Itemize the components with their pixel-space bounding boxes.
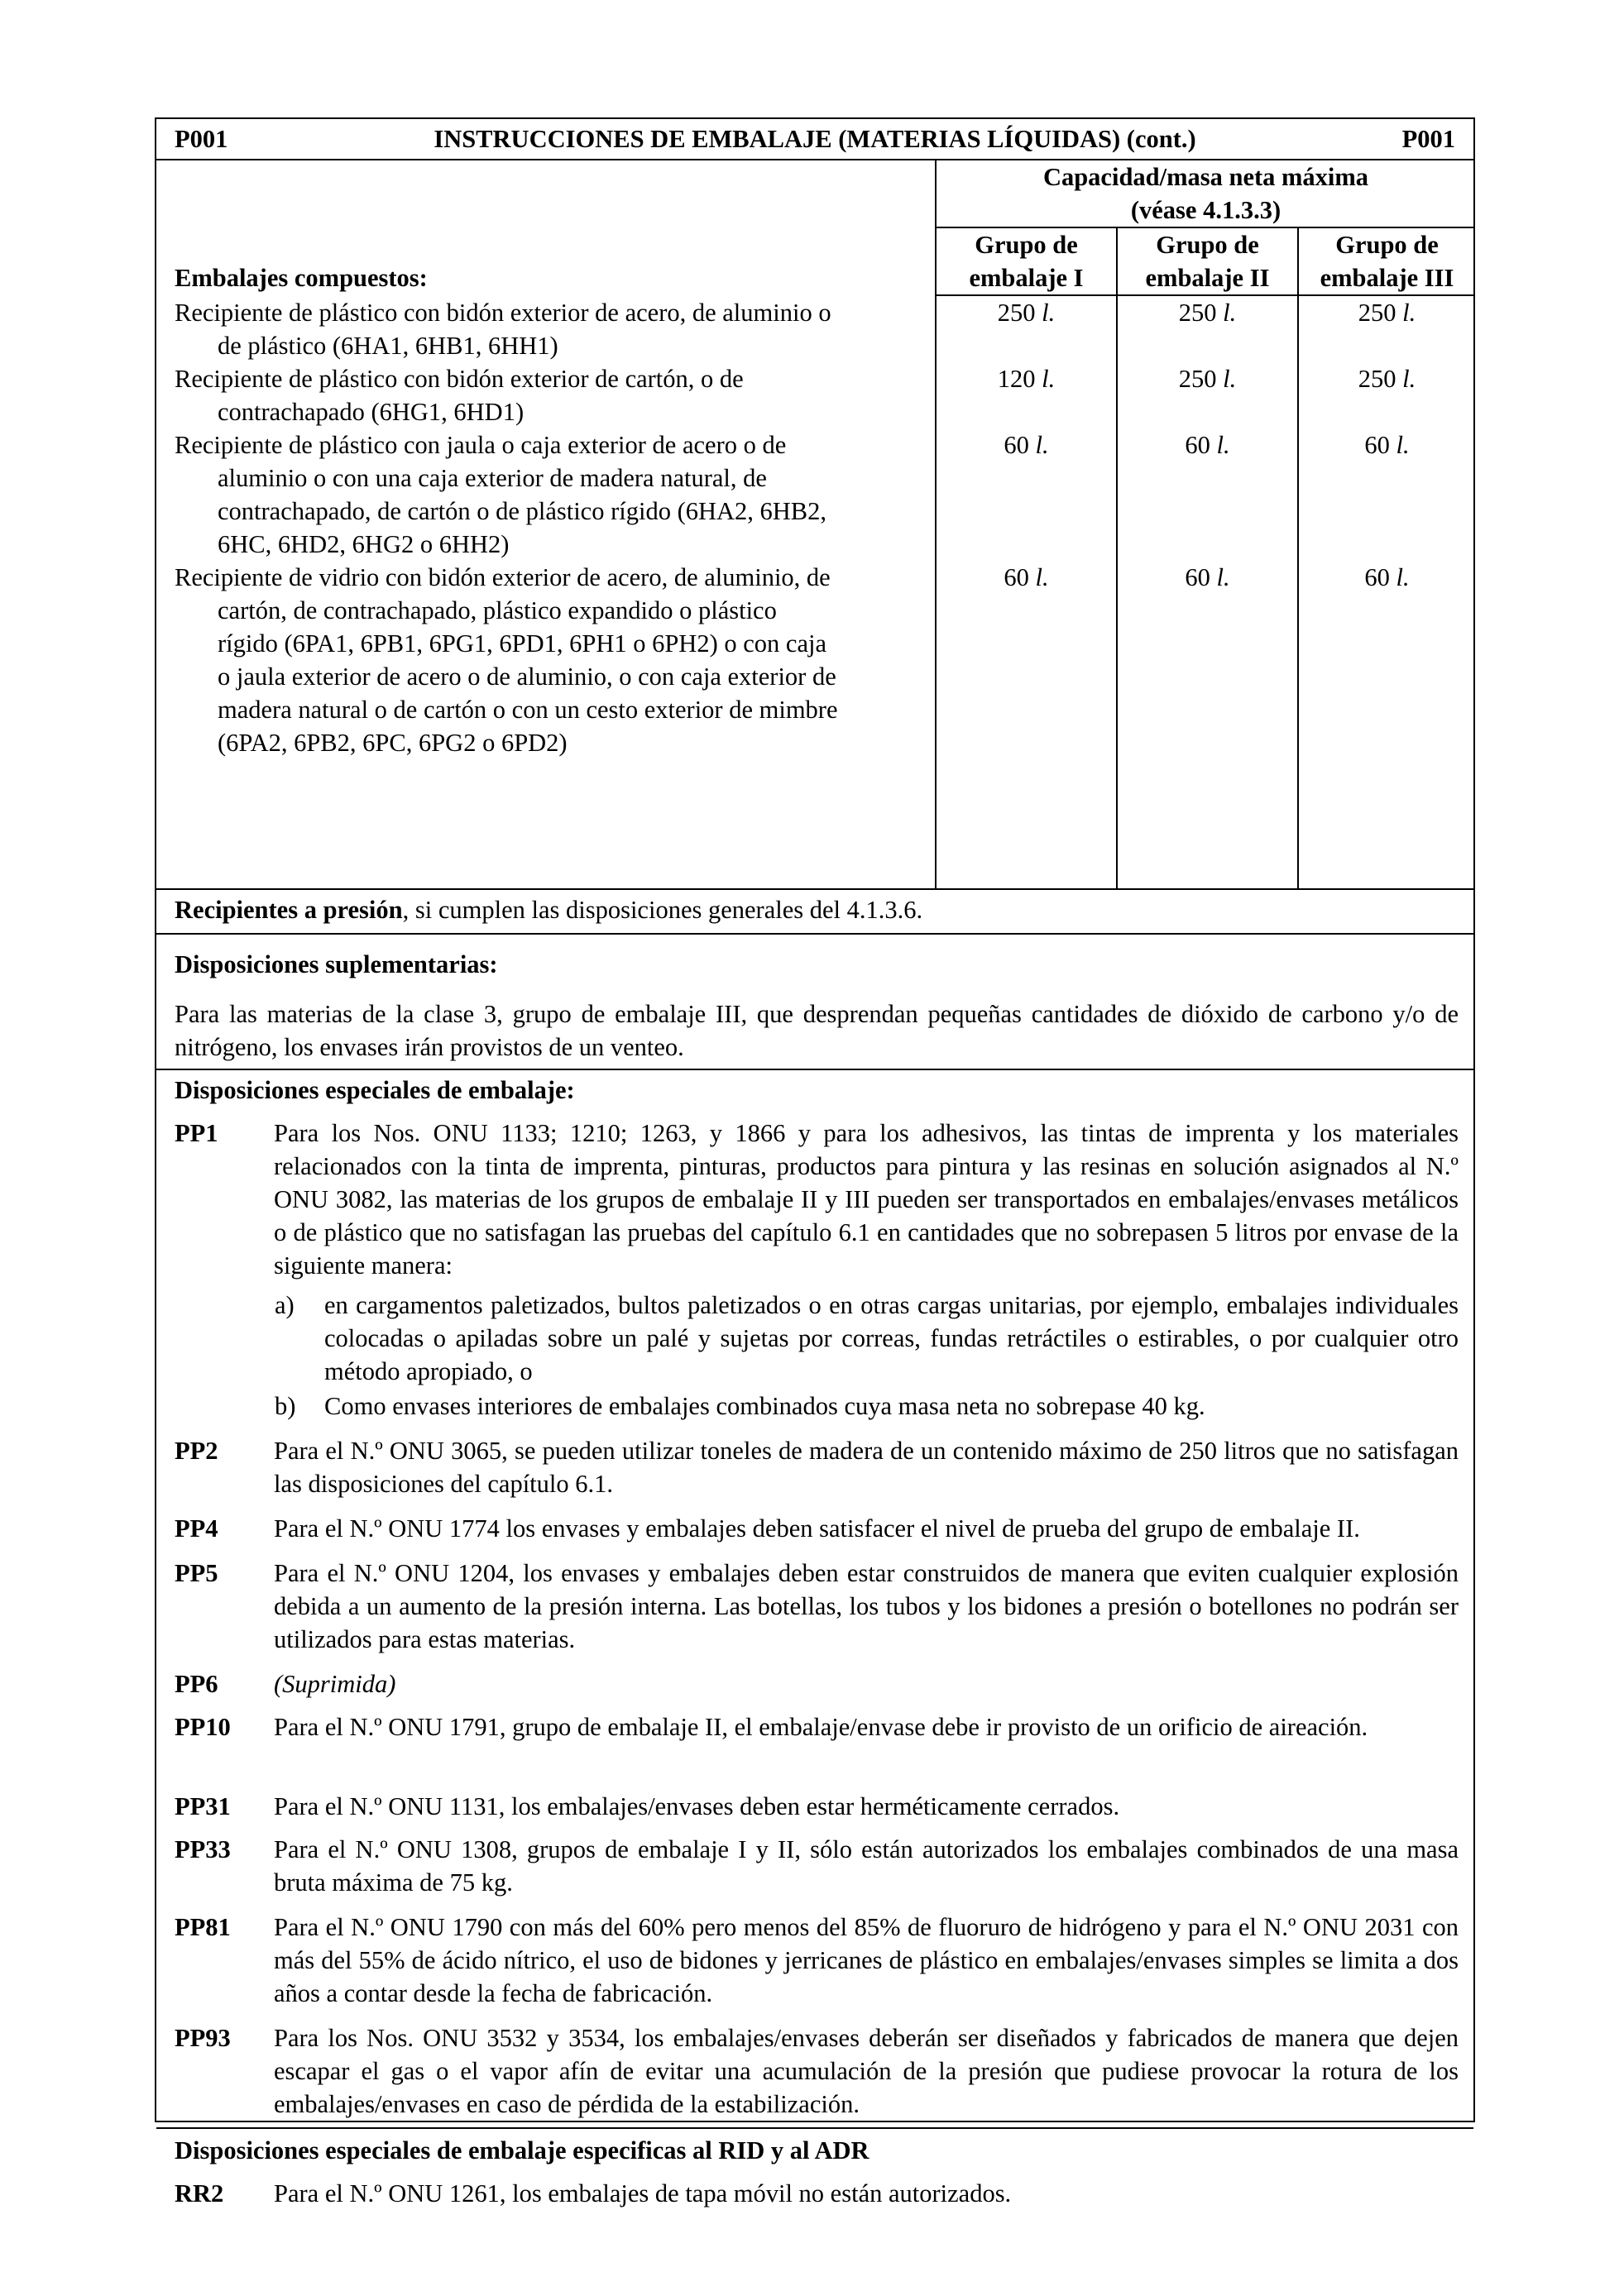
provision-text: Para el N.º ONU 1774 los envases y embalajes deben satisfacer el nivel de prueba del grupo de embalaje II. xyxy=(274,1514,1360,1543)
divider xyxy=(156,888,1473,890)
group-header-iii: Grupo de embalaje III xyxy=(1320,231,1454,292)
capacity-value: 250 l. xyxy=(1178,365,1237,393)
provision-text: Para el N.º ONU 1791, grupo de embalaje II, el embalaje/envase debe ir provisto de un orificio de aireación. xyxy=(274,1713,1368,1741)
provision-text: (Suprimida) xyxy=(274,1670,396,1698)
provision-text: Para el N.º ONU 1308, grupos de embalaje I y II, sólo están autorizados los embalajes combinados de una masa bruta máxima de 75 kg. xyxy=(274,1835,1459,1897)
capacity-value: 60 l. xyxy=(1364,431,1410,459)
capacity-value: 120 l. xyxy=(997,365,1056,393)
capacity-value: 60 l. xyxy=(1185,431,1230,459)
provision-text: Para el N.º ONU 1131, los embalajes/envases deben estar herméticamente cerrados. xyxy=(274,1792,1120,1820)
capacity-value: 60 l. xyxy=(1185,563,1230,591)
sub-item-text: en cargamentos paletizados, bultos paletizados o en otras cargas unitarias, por ejemplo, embalajes individuales colocadas o apiladas sobre un palé y sujetas por correas, fundas retráctiles o estirables, o por cualquier otro método apropiado, o xyxy=(324,1291,1459,1385)
provision-text: Para el N.º ONU 3065, se pueden utilizar toneles de madera de un contenido máximo de 250 litros que no satisfagan las disposiciones del capítulo 6.1. xyxy=(274,1437,1459,1498)
provision-code: PP5 xyxy=(175,1559,218,1587)
rid-adr-heading: Disposiciones especiales de embalaje especificas al RID y al ADR xyxy=(175,2136,869,2164)
capacity-value: 250 l. xyxy=(1358,365,1416,393)
packing-instruction-table xyxy=(155,117,1475,2208)
capacity-value: 250 l. xyxy=(997,299,1056,327)
divider xyxy=(156,2127,1473,2129)
provision-code: PP33 xyxy=(175,1835,231,1863)
provision-text: Para los Nos. ONU 3532 y 3534, los embalajes/envases deberán ser diseñados y fabricados de manera que dejen escapar el gas o el vapor afín de evitar una acumulación de la presión que pudiese provocar la rotura de los embalajes/envases en caso de pérdida de la estabilización. xyxy=(274,2024,1459,2118)
table-row: Recipiente de plástico con bidón exterior de acero, de aluminio o de plástico (6HA1, 6HB1, 6HH1) xyxy=(175,299,831,360)
provision-code: PP4 xyxy=(175,1514,218,1543)
provision-text: Para el N.º ONU 1790 con más del 60% pero menos del 85% de fluoruro de hidrógeno y para el N.º ONU 2031 con más del 55% de ácido nítrico, el uso de bidones y jerricanes de plástico en embalajes/envases simples se limita a dos años a contar desde la fecha de fabricación. xyxy=(274,1913,1459,2007)
sub-item-text: Como envases interiores de embalajes combinados cuya masa neta no sobrepase 40 kg. xyxy=(324,1392,1205,1420)
instruction-code-right: P001 xyxy=(1401,125,1455,153)
group-header-ii: Grupo de embalaje II xyxy=(1145,231,1270,292)
capacity-header: Capacidad/masa neta máxima (véase 4.1.3.3) xyxy=(1042,163,1369,224)
table-row: Recipiente de plástico con bidón exterior de cartón, o de contrachapado (6HG1, 6HD1) xyxy=(175,365,744,426)
provision-text: Para los Nos. ONU 1133; 1210; 1263, y 1866 y para los adhesivos, las tintas de imprenta y los materiales relacionados con la tinta de imprenta, pinturas, productos para pintura y las resinas en solución asignados al N.º ONU 3082, las materias de los grupos de embalaje II y III pueden ser transportados en embalajes/envases metálicos o de plástico que no satisfagan las pruebas del capítulo 6.1 en cantidades que no sobrepasen 5 litros por envase de la siguiente manera: xyxy=(274,1119,1459,1280)
supplementary-text: Para las materias de la clase 3, grupo de embalaje III, que desprendan pequeñas cantidades de dióxido de carbono y/o de nitrógeno, los envases irán provistos de un venteo. xyxy=(175,1000,1459,1061)
table-row: Recipiente de plástico con jaula o caja exterior de acero o de aluminio o con una caja exterior de madera natural, de contrachapado, de cartón o de plástico rígido (6HA2, 6HB2, 6HC, 6HD2, 6HG2 o 6HH2) xyxy=(175,431,827,558)
capacity-value: 60 l. xyxy=(1364,563,1410,591)
group-header-i: Grupo de embalaje I xyxy=(969,231,1084,292)
pressure-receptacles-note: Recipientes a presión, si cumplen las disposiciones generales del 4.1.3.6. xyxy=(175,896,923,924)
instruction-code-left: P001 xyxy=(175,125,228,153)
capacity-value: 60 l. xyxy=(1004,563,1049,591)
table-row: Recipiente de vidrio con bidón exterior de acero, de aluminio, de cartón, de contrachapado, plástico expandido o plástico rígido (6PA1, 6PB1, 6PG1, 6PD1, 6PH1 o 6PH2) o con caja o jaula exterior de acero o de aluminio, o con caja exterior de madera natural o de cartón o con un cesto exterior de mimbre (6PA2, 6PB2, 6PC, 6PG2 o 6PD2) xyxy=(175,563,838,757)
provision-text: Para el N.º ONU 1204, los envases y embalajes deben estar construidos de manera que eviten cualquier explosión debida a un aumento de la presión interna. Las botellas, los tubos y los bidones a presión o botellones no podrán ser utilizados para estas materias. xyxy=(274,1559,1459,1653)
special-provisions-heading: Disposiciones especiales de embalaje: xyxy=(175,1076,575,1104)
provision-code: PP81 xyxy=(175,1913,231,1941)
composite-label: Embalajes compuestos: xyxy=(175,264,428,292)
divider xyxy=(156,933,1473,935)
provision-code: PP31 xyxy=(175,1792,231,1820)
capacity-value: 250 l. xyxy=(1178,299,1237,327)
provision-code: PP6 xyxy=(175,1670,218,1698)
provision-code: PP1 xyxy=(175,1119,218,1147)
supplementary-heading: Disposiciones suplementarias: xyxy=(175,950,498,978)
divider xyxy=(156,1069,1473,1070)
provision-code: PP93 xyxy=(175,2024,231,2052)
instruction-title: INSTRUCCIONES DE EMBALAJE (MATERIAS LÍQUIDAS) (cont.) xyxy=(434,125,1196,153)
provision-text: Para el N.º ONU 1261, los embalajes de tapa móvil no están autorizados. xyxy=(274,2179,1012,2208)
capacity-value: 250 l. xyxy=(1358,299,1416,327)
capacity-value: 60 l. xyxy=(1004,431,1049,459)
sub-item-letter: b) xyxy=(275,1392,296,1420)
sub-item-letter: a) xyxy=(275,1291,295,1319)
provision-code: PP10 xyxy=(175,1713,231,1741)
provision-code: PP2 xyxy=(175,1437,218,1465)
provision-code: RR2 xyxy=(175,2179,224,2208)
